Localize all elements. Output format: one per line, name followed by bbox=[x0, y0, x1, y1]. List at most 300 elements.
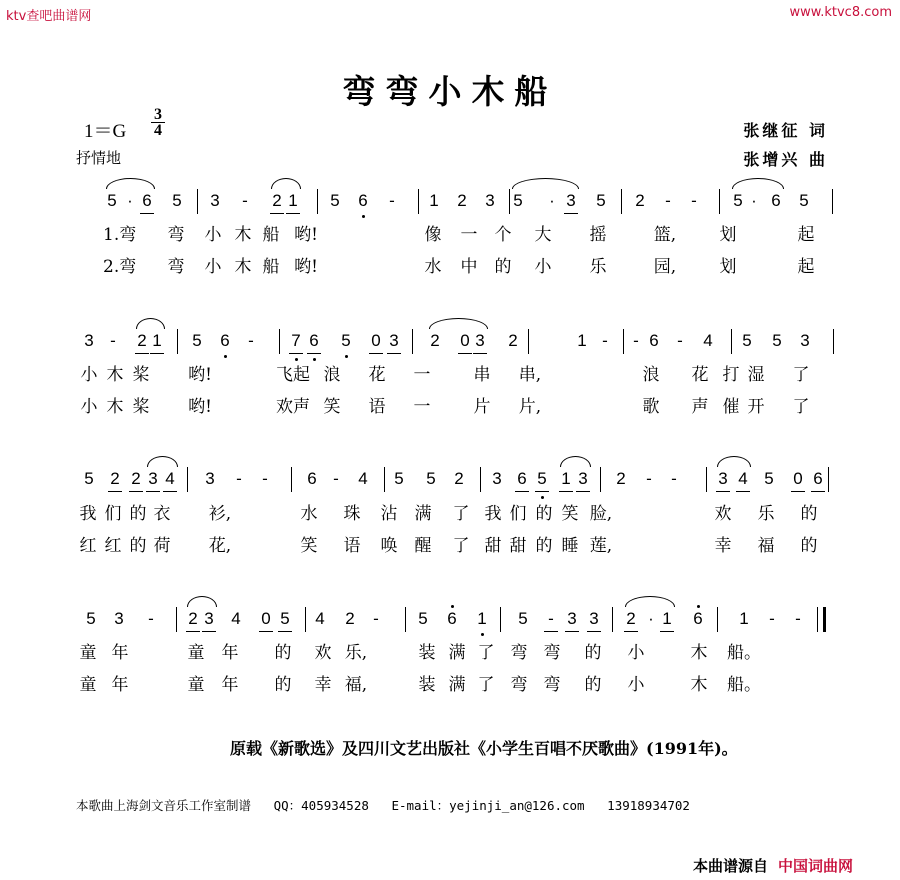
lyric-syllable: 欢 bbox=[314, 643, 332, 663]
lyric-syllable: 小 bbox=[80, 397, 98, 417]
lyric-syllable: 园, bbox=[653, 257, 677, 277]
note: 2 bbox=[345, 609, 355, 628]
watermark-right: www.ktvc8.com bbox=[789, 5, 892, 20]
slur bbox=[429, 318, 488, 329]
note: - bbox=[646, 469, 652, 488]
note: 1 bbox=[558, 468, 574, 490]
lyric-syllable: 催 bbox=[722, 397, 740, 417]
lyric-syllable: 甜 bbox=[484, 536, 502, 556]
lyric-syllable: 的 bbox=[129, 504, 147, 524]
note: 5 bbox=[596, 191, 606, 210]
note: 3 bbox=[205, 469, 215, 488]
note: 2 bbox=[623, 608, 639, 630]
note: - bbox=[248, 331, 254, 350]
note: - bbox=[769, 609, 775, 628]
lyric-syllable: 幸 bbox=[314, 675, 332, 695]
note: 3 bbox=[485, 191, 495, 210]
barline bbox=[600, 467, 601, 492]
lyric-syllable: 红 bbox=[79, 536, 97, 556]
barline bbox=[177, 329, 178, 354]
barline bbox=[719, 189, 720, 214]
lyric-syllable: 木 bbox=[234, 225, 252, 245]
lyric-syllable: 红 bbox=[104, 536, 122, 556]
note: 2 bbox=[457, 191, 467, 210]
note: - bbox=[691, 191, 697, 210]
lyric-syllable: 的 bbox=[584, 643, 602, 663]
note: 3 bbox=[114, 609, 124, 628]
note: 5 bbox=[172, 191, 182, 210]
time-signature-bottom: 4 bbox=[151, 122, 165, 138]
note: 4 bbox=[315, 609, 325, 628]
note: 5 bbox=[534, 468, 550, 490]
lyric-syllable: 摇 bbox=[589, 225, 607, 245]
lyric-syllable: 串 bbox=[473, 365, 491, 385]
lyric-syllable: 歌 bbox=[642, 397, 660, 417]
lyric-syllable: 的 bbox=[129, 536, 147, 556]
lyric-syllable: 的 bbox=[800, 504, 818, 524]
lyric-syllable: 唤 bbox=[380, 536, 398, 556]
note: 3 bbox=[575, 468, 591, 490]
note: · bbox=[751, 191, 757, 210]
lyric-syllable: 个 bbox=[494, 225, 512, 245]
lyric-syllable: 木 bbox=[106, 397, 124, 417]
lyric-syllable: 中 bbox=[460, 257, 478, 277]
credits-line bbox=[76, 796, 690, 814]
note: 3 bbox=[800, 331, 810, 350]
barline bbox=[176, 607, 177, 632]
lyric-syllable: 年 bbox=[111, 675, 129, 695]
lyrics-system-1-verse1 bbox=[0, 224, 900, 248]
barline bbox=[612, 607, 613, 632]
lyric-syllable: 浪 bbox=[642, 365, 660, 385]
note: 5 bbox=[277, 608, 293, 630]
note: 5 bbox=[742, 331, 752, 350]
octave-dot-above bbox=[697, 605, 700, 608]
note: 3 bbox=[210, 191, 220, 210]
note: 4 bbox=[703, 331, 713, 350]
lyric-syllable: 乐 bbox=[589, 257, 607, 277]
note: 5 bbox=[799, 191, 809, 210]
footer-site-link[interactable]: 中国词曲网 bbox=[778, 857, 854, 875]
note: 5 bbox=[86, 609, 96, 628]
lyric-syllable: 哟! bbox=[188, 397, 212, 417]
barline bbox=[706, 467, 707, 492]
note: 1 bbox=[477, 609, 487, 628]
note: 2 bbox=[616, 469, 626, 488]
note: 6 bbox=[771, 191, 781, 210]
lyric-syllable: 水 bbox=[424, 257, 442, 277]
lyric-syllable: 沾 bbox=[380, 504, 398, 524]
note: - bbox=[110, 331, 116, 350]
slur bbox=[560, 456, 591, 467]
slur bbox=[187, 596, 217, 607]
lyric-syllable: 脸, bbox=[589, 504, 613, 524]
lyric-syllable: 水 bbox=[300, 504, 318, 524]
note: - bbox=[633, 331, 639, 350]
lyric-syllable: 片 bbox=[473, 397, 491, 417]
lyric-syllable: 花 bbox=[691, 365, 709, 385]
note: 1 bbox=[429, 191, 439, 210]
lyric-syllable: 了 bbox=[477, 643, 495, 663]
lyric-syllable: 衫, bbox=[208, 504, 232, 524]
slur bbox=[147, 456, 178, 467]
lyric-syllable: 笑 bbox=[323, 397, 341, 417]
lyrics-system-3-verse2 bbox=[0, 535, 900, 559]
lyric-syllable: 哟! bbox=[294, 225, 318, 245]
lyric-syllable: 福 bbox=[757, 536, 775, 556]
lyric-syllable: 衣 bbox=[153, 504, 171, 524]
barline bbox=[412, 329, 413, 354]
note: 2 bbox=[269, 190, 285, 212]
lyric-syllable: 小 bbox=[204, 225, 222, 245]
lyric-syllable: 装 bbox=[418, 643, 436, 663]
note: 5 bbox=[192, 331, 202, 350]
lyric-syllable: 福, bbox=[344, 675, 368, 695]
lyric-syllable: 篮, bbox=[653, 225, 677, 245]
slur bbox=[625, 596, 675, 607]
tempo-marking: 抒情地 bbox=[76, 149, 122, 167]
lyric-syllable: 珠 bbox=[343, 504, 361, 524]
note: 1 bbox=[285, 190, 301, 212]
note: 5 bbox=[107, 191, 117, 210]
barline bbox=[187, 467, 188, 492]
note: 4 bbox=[735, 468, 751, 490]
lyrics-system-4-verse2 bbox=[0, 674, 900, 698]
lyrics-system-4-verse1 bbox=[0, 642, 900, 666]
note: 5 bbox=[330, 191, 340, 210]
lyric-syllable: 莲, bbox=[589, 536, 613, 556]
lyric-syllable: 满 bbox=[448, 675, 466, 695]
lyric-syllable: 划 bbox=[719, 257, 737, 277]
lyric-syllable: 童 bbox=[187, 643, 205, 663]
note: 3 bbox=[201, 608, 217, 630]
barline bbox=[621, 189, 622, 214]
lyric-syllable: 花, bbox=[208, 536, 232, 556]
lyric-syllable: 弯 bbox=[543, 675, 561, 695]
note: 1 bbox=[659, 608, 675, 630]
octave-dot-above bbox=[451, 605, 454, 608]
lyric-syllable: 飞起 bbox=[276, 365, 310, 385]
lyric-syllable: 童 bbox=[79, 643, 97, 663]
note: 2 bbox=[134, 330, 150, 352]
note: - bbox=[602, 331, 608, 350]
note: 5 bbox=[418, 609, 428, 628]
lyric-syllable: 了 bbox=[452, 536, 470, 556]
song-title: 弯弯小木船 bbox=[342, 72, 558, 111]
lyric-syllable: 小 bbox=[627, 675, 645, 695]
lyric-syllable: 打 bbox=[722, 365, 740, 385]
barline bbox=[623, 329, 624, 354]
lyric-syllable: 弯 bbox=[543, 643, 561, 663]
note: 4 bbox=[231, 609, 241, 628]
lyric-syllable: 划 bbox=[719, 225, 737, 245]
note: 2 bbox=[128, 468, 144, 490]
barline bbox=[717, 607, 718, 632]
phone-number: 13918934702 bbox=[607, 798, 690, 813]
slur bbox=[271, 178, 301, 189]
lyric-syllable: 我 bbox=[484, 504, 502, 524]
lyric-syllable: 欢 bbox=[714, 504, 732, 524]
note: 3 bbox=[564, 608, 580, 630]
lyric-syllable: 起 bbox=[797, 257, 815, 277]
lyric-syllable: 船。 bbox=[727, 675, 761, 695]
lyric-syllable: 笑 bbox=[561, 504, 579, 524]
note: 5 bbox=[518, 609, 528, 628]
barline bbox=[480, 467, 481, 492]
lyric-syllable: 木 bbox=[106, 365, 124, 385]
note: 6 bbox=[447, 609, 457, 628]
lyric-syllable: 甜 bbox=[509, 536, 527, 556]
lyric-syllable: 们 bbox=[104, 504, 122, 524]
watermark-left: ktv查吧曲谱网 bbox=[6, 9, 92, 24]
lyrics-system-2-verse1 bbox=[0, 364, 900, 388]
note: 2 bbox=[508, 331, 518, 350]
lyricist-credit: 张继征 词 bbox=[743, 121, 828, 140]
lyric-syllable: 语 bbox=[343, 536, 361, 556]
lyric-syllable: 船 bbox=[262, 257, 280, 277]
barline bbox=[279, 329, 280, 354]
note: 3 bbox=[715, 468, 731, 490]
note: 2 bbox=[430, 331, 440, 350]
note: 1 bbox=[577, 331, 587, 350]
lyric-syllable: 弯 bbox=[510, 675, 528, 695]
lyric-syllable: 的 bbox=[494, 257, 512, 277]
note: 2 bbox=[635, 191, 645, 210]
barline bbox=[405, 607, 406, 632]
note: 6 bbox=[306, 330, 322, 352]
lyric-syllable: 一 bbox=[460, 225, 478, 245]
note: - bbox=[543, 608, 559, 630]
lyric-syllable: 木 bbox=[690, 675, 708, 695]
lyric-syllable: 乐, bbox=[344, 643, 368, 663]
lyric-syllable: 小 bbox=[204, 257, 222, 277]
octave-dot-below bbox=[224, 355, 227, 358]
note: 4 bbox=[358, 469, 368, 488]
octave-dot-below bbox=[362, 215, 365, 218]
note: 0 bbox=[790, 468, 806, 490]
lyric-syllable: 花 bbox=[368, 365, 386, 385]
lyric-syllable: 桨 bbox=[132, 397, 150, 417]
note: 3 bbox=[492, 469, 502, 488]
note: - bbox=[148, 609, 154, 628]
barline bbox=[197, 189, 198, 214]
lyric-syllable: 乐 bbox=[757, 504, 775, 524]
lyric-syllable: 弯 bbox=[167, 225, 185, 245]
note: · bbox=[549, 191, 555, 210]
lyric-syllable: 小 bbox=[627, 643, 645, 663]
slur bbox=[732, 178, 784, 189]
note: - bbox=[677, 331, 683, 350]
barline bbox=[291, 467, 292, 492]
footer-source-label: 本曲谱源自 bbox=[693, 857, 769, 875]
lyric-syllable: 我 bbox=[79, 504, 97, 524]
lyric-syllable: 们 bbox=[509, 504, 527, 524]
note: 3 bbox=[472, 330, 488, 352]
note: 1 bbox=[739, 609, 749, 628]
lyric-syllable: 幸 bbox=[714, 536, 732, 556]
lyric-syllable: 桨 bbox=[132, 365, 150, 385]
lyric-syllable: 船 bbox=[262, 225, 280, 245]
note: - bbox=[795, 609, 801, 628]
note: 5 bbox=[394, 469, 404, 488]
lyric-syllable: 片, bbox=[518, 397, 542, 417]
lyric-syllable: 浪 bbox=[323, 365, 341, 385]
note: - bbox=[665, 191, 671, 210]
lyric-syllable: 弯 bbox=[510, 643, 528, 663]
note: 2 bbox=[454, 469, 464, 488]
note: 7 bbox=[288, 330, 304, 352]
source-note: 原载《新歌选》及四川文艺出版社《小学生百唱不厌歌曲》(1991年)。 bbox=[230, 739, 738, 758]
octave-dot-below bbox=[481, 633, 484, 636]
octave-dot-below bbox=[313, 358, 316, 361]
slur bbox=[717, 456, 751, 467]
lyric-syllable: 哟! bbox=[188, 365, 212, 385]
note: 5 bbox=[772, 331, 782, 350]
lyric-syllable: 的 bbox=[584, 675, 602, 695]
time-signature bbox=[151, 107, 165, 138]
lyric-syllable: 了 bbox=[452, 504, 470, 524]
octave-dot-below bbox=[295, 358, 298, 361]
note: 3 bbox=[386, 330, 402, 352]
lyric-syllable: 年 bbox=[111, 643, 129, 663]
lyric-syllable: 木 bbox=[234, 257, 252, 277]
email-address: E-mail：yejinji_an@126.com bbox=[391, 798, 585, 813]
lyric-syllable: 欢声 bbox=[276, 397, 310, 417]
lyric-syllable: 童 bbox=[187, 675, 205, 695]
lyric-syllable: 像 bbox=[424, 225, 442, 245]
qq-number: QQ：405934528 bbox=[273, 798, 369, 813]
lyric-syllable: 哟! bbox=[294, 257, 318, 277]
note: 5 bbox=[764, 469, 774, 488]
lyric-syllable: 大 bbox=[534, 225, 552, 245]
lyrics-system-3-verse1 bbox=[0, 503, 900, 527]
barline bbox=[384, 467, 385, 492]
lyric-syllable: 装 bbox=[418, 675, 436, 695]
lyric-syllable: 童 bbox=[79, 675, 97, 695]
lyric-syllable: 起 bbox=[797, 225, 815, 245]
lyric-syllable: 小 bbox=[534, 257, 552, 277]
note: - bbox=[236, 469, 242, 488]
note: · bbox=[127, 191, 133, 210]
note: - bbox=[333, 469, 339, 488]
note: 5 bbox=[426, 469, 436, 488]
lyric-syllable: 船。 bbox=[727, 643, 761, 663]
staff-system-3 bbox=[0, 468, 900, 508]
note: 0 bbox=[368, 330, 384, 352]
barline bbox=[828, 467, 829, 492]
barline bbox=[832, 189, 833, 214]
barline bbox=[731, 329, 732, 354]
note: 6 bbox=[358, 191, 368, 210]
note: 5 bbox=[341, 331, 351, 350]
composer-credit: 张增兴 曲 bbox=[743, 150, 828, 169]
barline bbox=[833, 329, 834, 354]
note: - bbox=[242, 191, 248, 210]
barline bbox=[305, 607, 306, 632]
barline bbox=[509, 189, 510, 214]
lyric-syllable: 弯 bbox=[167, 257, 185, 277]
time-signature-top: 3 bbox=[154, 106, 162, 123]
lyric-syllable: 了 bbox=[792, 397, 810, 417]
lyrics-system-2-verse2 bbox=[0, 396, 900, 420]
note: 6 bbox=[307, 469, 317, 488]
lyric-syllable: 湿 bbox=[747, 365, 765, 385]
note: 6 bbox=[139, 190, 155, 212]
note: 0 bbox=[457, 330, 473, 352]
note: 6 bbox=[220, 331, 230, 350]
lyric-syllable: 笑 bbox=[300, 536, 318, 556]
lyric-syllable: 满 bbox=[414, 504, 432, 524]
note: 5 bbox=[513, 191, 523, 210]
note: 3 bbox=[145, 468, 161, 490]
lyric-syllable: 荷 bbox=[153, 536, 171, 556]
note: · bbox=[648, 609, 654, 628]
lyric-syllable: 1.弯 bbox=[103, 225, 137, 245]
lyric-syllable: 年 bbox=[221, 643, 239, 663]
lyric-syllable: 的 bbox=[274, 643, 292, 663]
note: 4 bbox=[162, 468, 178, 490]
note: 5 bbox=[733, 191, 743, 210]
lyric-syllable: 睡 bbox=[561, 536, 579, 556]
lyric-syllable: 的 bbox=[800, 536, 818, 556]
key-signature: 1＝G bbox=[84, 121, 127, 142]
lyric-syllable: 声 bbox=[691, 397, 709, 417]
barline bbox=[418, 189, 419, 214]
note: 5 bbox=[84, 469, 94, 488]
note: 3 bbox=[563, 190, 579, 212]
lyric-syllable: 开 bbox=[747, 397, 765, 417]
barline bbox=[500, 607, 501, 632]
note: 1 bbox=[149, 330, 165, 352]
lyric-syllable: 一 bbox=[413, 365, 431, 385]
lyric-syllable: 木 bbox=[690, 643, 708, 663]
note: 6 bbox=[810, 468, 826, 490]
lyric-syllable: 满 bbox=[448, 643, 466, 663]
final-barline bbox=[817, 607, 826, 632]
lyric-syllable: 小 bbox=[80, 365, 98, 385]
note: - bbox=[373, 609, 379, 628]
lyric-syllable: 的 bbox=[535, 504, 553, 524]
note: 6 bbox=[514, 468, 530, 490]
lyric-syllable: 语 bbox=[368, 397, 386, 417]
barline bbox=[528, 329, 529, 354]
lyric-syllable: 醒 bbox=[414, 536, 432, 556]
note: 3 bbox=[84, 331, 94, 350]
lyrics-system-1-verse2 bbox=[0, 256, 900, 280]
slur bbox=[106, 178, 155, 189]
lyric-syllable: 了 bbox=[477, 675, 495, 695]
lyric-syllable: 了 bbox=[792, 365, 810, 385]
note: 3 bbox=[586, 608, 602, 630]
lyric-syllable: 2.弯 bbox=[103, 257, 137, 277]
lyric-syllable: 年 bbox=[221, 675, 239, 695]
slur bbox=[512, 178, 579, 189]
slur bbox=[136, 318, 165, 329]
lyric-syllable: 串, bbox=[518, 365, 542, 385]
lyric-syllable: 的 bbox=[274, 675, 292, 695]
note: 6 bbox=[693, 609, 703, 628]
lyric-syllable: 的 bbox=[535, 536, 553, 556]
lyric-syllable: 一 bbox=[413, 397, 431, 417]
note: - bbox=[262, 469, 268, 488]
note: 2 bbox=[107, 468, 123, 490]
octave-dot-below bbox=[345, 355, 348, 358]
note: 2 bbox=[185, 608, 201, 630]
note: 6 bbox=[649, 331, 659, 350]
note: 0 bbox=[258, 608, 274, 630]
note: - bbox=[671, 469, 677, 488]
studio-credit: 本歌曲上海剑文音乐工作室制谱 bbox=[76, 798, 252, 813]
